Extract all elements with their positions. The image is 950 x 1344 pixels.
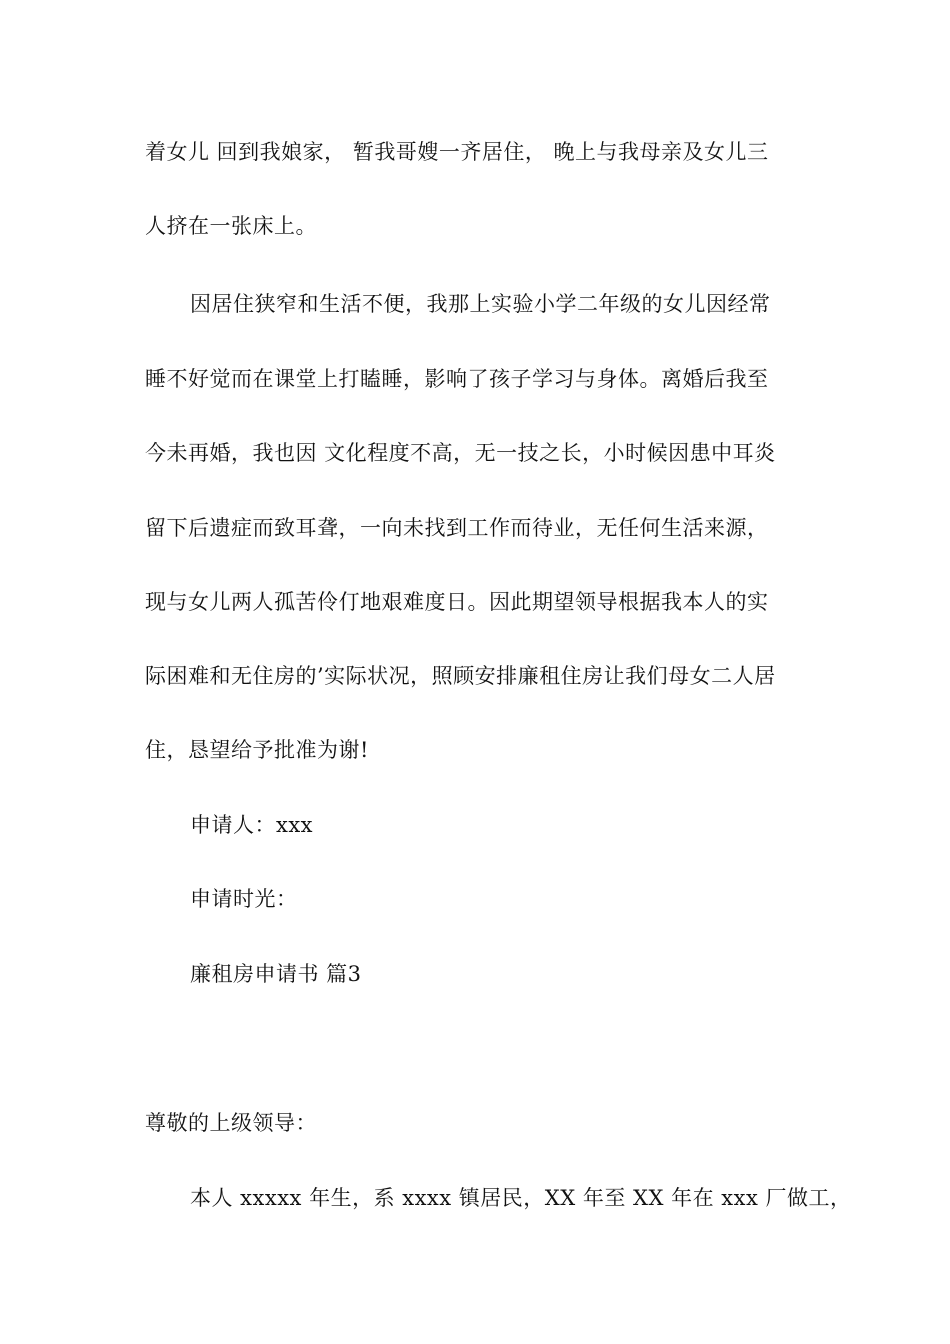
- application-date-line: 申请时光：: [190, 887, 298, 911]
- section-heading: 廉租房申请书 篇3: [190, 962, 362, 986]
- paragraph-line: 着女儿 回到我娘家， 暂我哥嫂一齐居住， 晚上与我母亲及女儿三: [145, 140, 769, 164]
- paragraph-line: 人挤在一张床上。: [145, 214, 317, 238]
- paragraph-line: 睡不好觉而在课堂上打瞌睡，影响了孩子学习与身体。离婚后我至: [145, 367, 769, 391]
- paragraph-line: 现与女儿两人孤苦伶仃地艰难度日。因此期望领导根据我本人的实: [145, 590, 769, 614]
- applicant-line: 申请人：xxx: [190, 813, 314, 837]
- paragraph-line: 留下后遗症而致耳聋，一向未找到工作而待业，无任何生活来源，: [145, 516, 769, 540]
- paragraph-line: 因居住狭窄和生活不便，我那上实验小学二年级的女儿因经常: [190, 292, 771, 316]
- paragraph-line: 住，恳望给予批准为谢!: [145, 738, 369, 762]
- salutation: 尊敬的上级领导：: [145, 1111, 317, 1135]
- paragraph-line: 今未再婚，我也因 文化程度不高，无一技之长，小时候因患中耳炎: [145, 441, 776, 465]
- paragraph-line: 本人 xxxxx 年生，系 xxxx 镇居民，XX 年至 XX 年在 xxx 厂做工，: [190, 1186, 852, 1210]
- paragraph-line: 际困难和无住房的’实际状况，照顾安排廉租住房让我们母女二人居: [145, 664, 776, 688]
